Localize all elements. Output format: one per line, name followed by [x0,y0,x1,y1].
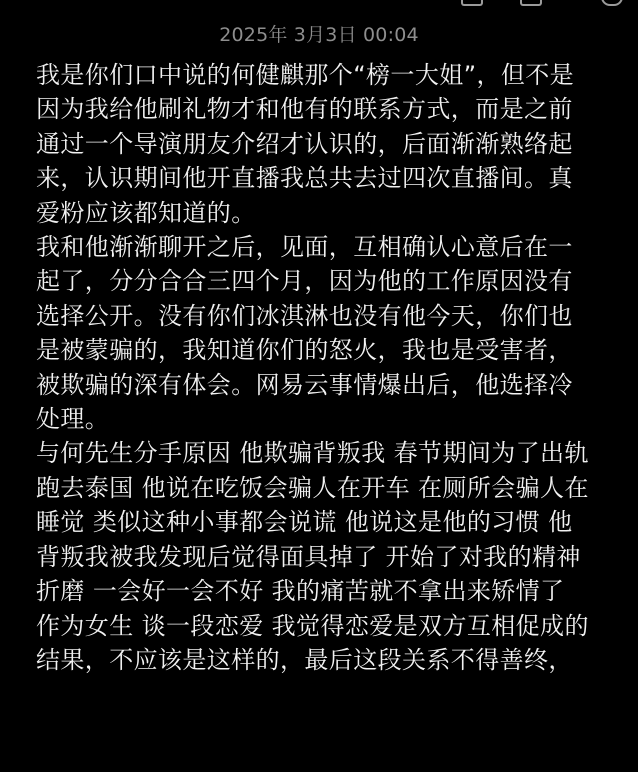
status-icon[interactable] [601,0,623,6]
message-line: 因为我给他刷礼物才和他有的联系方式，而是之前 [36,95,573,124]
status-icon[interactable] [520,0,542,6]
message-line: 背叛我被我发现后觉得面具掉了 开始了对我的精神 [36,542,581,571]
message-line: 被欺骗的深有体会。网易云事情爆出后，他选择冷 [36,370,573,399]
message-timestamp: 2025年 3月3日 00:04 [219,24,419,46]
message-line: 选择公开。没有你们冰淇淋也没有他今天，你们也 [36,301,573,330]
message-line: 折磨 一会好一会不好 我的痛苦就不拿出来矫情了 [36,577,565,606]
message-line: 结果，不应该是这样的，最后这段关系不得善终， [36,645,573,674]
message-body [36,58,636,677]
message-line: 跑去泰国 他说在吃饭会骗人在开车 在厕所会骗人在 [36,473,589,502]
message-line: 我是你们口中说的何健麒那个“榜一大姐”，但不是 [36,61,575,89]
message-line: 来，认识期间他开直播我总共去过四次直播间。真 [36,164,573,193]
message-line: 通过一个导演朋友介绍才认识的，后面渐渐熟络起 [36,129,573,158]
status-icon[interactable] [461,0,483,6]
message-line: 起了，分分合合三四个月，因为他的工作原因没有 [36,267,573,296]
message-line: 处理。 [36,405,110,434]
message-line: 是被蒙骗的，我知道你们的怒火，我也是受害者， [36,336,573,365]
top-toolbar [0,0,638,6]
message-line: 爱粉应该都知道的。 [36,198,256,227]
message-line: 睡觉 类似这种小事都会说谎 他说这是他的习惯 他 [36,508,573,537]
message-line: 与何先生分手原因 他欺骗背叛我 春节期间为了出轨 [36,439,589,468]
message-line: 我和他渐渐聊开之后，见面，互相确认心意后在一 [36,233,573,262]
message-line: 作为女生 谈一段恋爱 我觉得恋爱是双方互相促成的 [36,611,589,640]
